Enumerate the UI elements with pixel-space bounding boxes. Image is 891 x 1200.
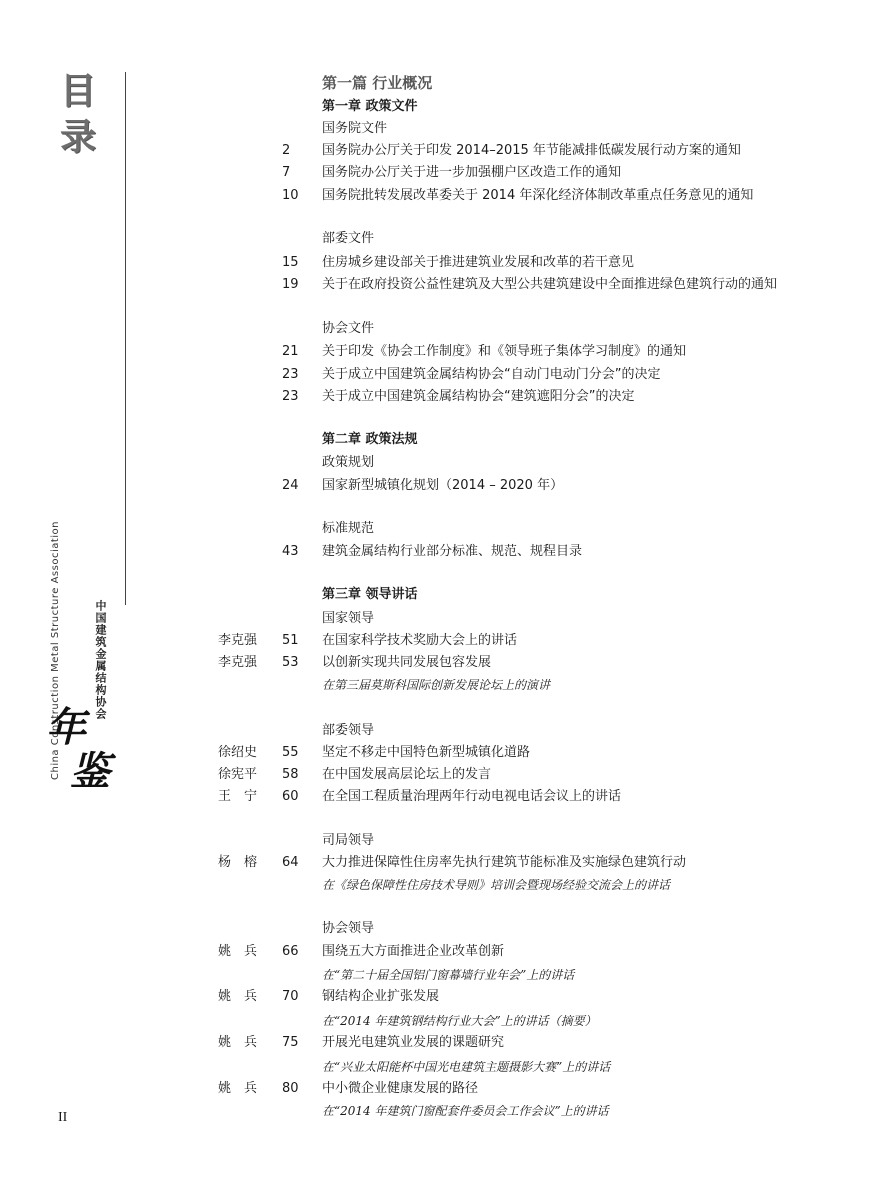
toc-section [0,118,891,140]
association-name-cn: 中国建筑金属结构协会 [94,600,107,720]
toc-entry-title: 建筑金属结构行业部分标准、规范、规程目录 [322,544,583,559]
toc-sub-label: 在《绿色保障性住房技术导则》培训会暨现场经验交流会上的讲话 [322,878,671,892]
toc-entry-title: 在全国工程质量治理两年行动电视电话会议上的讲话 [322,789,622,804]
toc-entry-page: 58 [282,767,299,782]
toc-section [0,830,891,852]
toc-entry-title: 国务院办公厅关于进一步加强棚户区改造工作的通知 [322,165,622,180]
toc-section-label: 协会领导 [322,921,375,936]
toc-entry-page: 10 [282,188,299,203]
toc-entry[interactable] [0,630,891,652]
toc-part [0,72,891,94]
toc-section-label: 部委领导 [322,723,375,738]
toc-entry-author: 李克强 [218,633,258,648]
toc-sub [0,1010,891,1032]
toc-entry-page: 23 [282,367,299,382]
toc-section [0,918,891,940]
toc-entry[interactable] [0,386,891,408]
toc-section [0,318,891,340]
toc-sub-label: 在“2014 年建筑钢结构行业大会”上的讲话（摘要） [322,1014,597,1028]
toc-entry-title: 围绕五大方面推进企业改革创新 [322,944,505,959]
association-name-en: China Construction Metal Structure Association [50,520,61,780]
toc-section-label: 国家领导 [322,611,375,626]
toc-entry[interactable] [0,652,891,674]
toc-entry-page: 43 [282,544,299,559]
toc-section-label: 司局领导 [322,833,375,848]
toc-section-label: 政策规划 [322,455,375,470]
toc-sub-label: 在“第二十届全国铝门窗幕墙行业年会”上的讲话 [322,968,575,982]
toc-section-label: 标准规范 [322,521,375,536]
page-number: II [58,1110,68,1125]
toc-entry-page: 19 [282,277,299,292]
toc-entry-title: 在国家科学技术奖励大会上的讲话 [322,633,518,648]
toc-entry-title: 关于印发《协会工作制度》和《领导班子集体学习制度》的通知 [322,344,687,359]
toc-section [0,518,891,540]
toc-section-label: 部委文件 [322,231,375,246]
toc-entry-page: 7 [282,165,291,180]
toc-entry-title: 关于在政府投资公益性建筑及大型公共建筑建设中全面推进绿色建筑行动的通知 [322,277,778,292]
toc-entry-page: 24 [282,478,299,493]
toc-entry-page: 2 [282,143,291,158]
toc-entry-author: 杨 榕 [218,855,258,870]
toc-entry-title: 国家新型城镇化规划（2014 – 2020 年） [322,478,564,493]
toc-entry-title: 开展光电建筑业发展的课题研究 [322,1035,505,1050]
yearbook-char-2: 鉴 [70,748,110,795]
toc-entry-author: 姚 兵 [218,944,258,959]
toc-entry-author: 姚 兵 [218,989,258,1004]
toc-entry-page: 64 [282,855,299,870]
toc-entry[interactable] [0,786,891,808]
toc-entry-page: 21 [282,344,299,359]
toc-entry-page: 80 [282,1081,299,1096]
toc-entry-title: 住房城乡建设部关于推进建筑业发展和改革的若干意见 [322,255,635,270]
toc-entry[interactable] [0,852,891,874]
toc-title-char-1: 目 [60,71,97,112]
toc-entry-page: 53 [282,655,299,670]
toc-entry-title: 大力推进保障性住房率先执行建筑节能标准及实施绿色建筑行动 [322,855,687,870]
toc-entry-title: 关于成立中国建筑金属结构协会“建筑遮阳分会”的决定 [322,389,635,404]
toc-entry-title: 国务院批转发展改革委关于 2014 年深化经济体制改革重点任务意见的通知 [322,188,754,203]
toc-entry-title: 中小微企业健康发展的路径 [322,1081,479,1096]
toc-entry[interactable] [0,185,891,207]
toc-entry-page: 66 [282,944,299,959]
toc-entry-author: 徐宪平 [218,767,258,782]
toc-entry[interactable] [0,252,891,274]
toc-entry[interactable] [0,541,891,563]
toc-entry-author: 李克强 [218,655,258,670]
toc-sub [0,674,891,696]
toc-sub [0,1056,891,1078]
toc-chapter-label: 第三章 领导讲话 [322,587,418,602]
toc-sub [0,1100,891,1122]
toc-sub-label: 在“2014 年建筑门窗配套件委员会工作会议”上的讲话 [322,1104,609,1118]
toc-entry-author: 徐绍史 [218,745,258,760]
toc-entry[interactable] [0,742,891,764]
yearbook-char-1: 年 [46,704,86,751]
toc-entry-author: 姚 兵 [218,1081,258,1096]
toc-part-label: 第一篇 行业概况 [322,74,433,92]
toc-entry-title: 以创新实现共同发展包容发展 [322,655,492,670]
toc-entry-author: 王 宁 [218,789,258,804]
toc-entry[interactable] [0,341,891,363]
toc-chapter-label: 第二章 政策法规 [322,432,418,447]
toc-entry[interactable] [0,140,891,162]
toc-chapter [0,584,891,606]
toc-entry-page: 70 [282,989,299,1004]
toc-title-char-2: 录 [60,117,97,158]
toc-section-label: 国务院文件 [322,121,388,136]
toc-entry[interactable] [0,1032,891,1054]
toc-sub [0,964,891,986]
toc-chapter-label: 第一章 政策文件 [322,99,418,114]
toc-section [0,452,891,474]
toc-entry-page: 55 [282,745,299,760]
toc-sub [0,874,891,896]
toc-entry[interactable] [0,764,891,786]
toc-section [0,608,891,630]
toc-section [0,720,891,742]
toc-entry-page: 75 [282,1035,299,1050]
toc-entry[interactable] [0,274,891,296]
toc-entry-title: 钢结构企业扩张发展 [322,989,440,1004]
toc-entry-page: 60 [282,789,299,804]
toc-section-label: 协会文件 [322,321,375,336]
toc-entry-title: 在中国发展高层论坛上的发言 [322,767,492,782]
toc-entry-title: 国务院办公厅关于印发 2014–2015 年节能减排低碳发展行动方案的通知 [322,143,741,158]
toc-entry-title: 坚定不移走中国特色新型城镇化道路 [322,745,531,760]
toc-entry[interactable] [0,986,891,1008]
toc-entry-page: 51 [282,633,299,648]
toc-entry-page: 23 [282,389,299,404]
toc-sub-label: 在“兴业太阳能杯中国光电建筑主题摄影大赛”上的讲话 [322,1060,611,1074]
toc-entry-author: 姚 兵 [218,1035,258,1050]
toc-entry[interactable] [0,1078,891,1100]
toc-entry-page: 15 [282,255,299,270]
toc-chapter [0,429,891,451]
toc-entry[interactable] [0,162,891,184]
toc-entry[interactable] [0,364,891,386]
toc-sub-label: 在第三届莫斯科国际创新发展论坛上的演讲 [322,678,551,692]
toc-section [0,228,891,250]
toc-entry-title: 关于成立中国建筑金属结构协会“自动门电动门分会”的决定 [322,367,661,382]
toc-chapter [0,96,891,118]
toc-entry[interactable] [0,475,891,497]
toc-entry[interactable] [0,941,891,963]
